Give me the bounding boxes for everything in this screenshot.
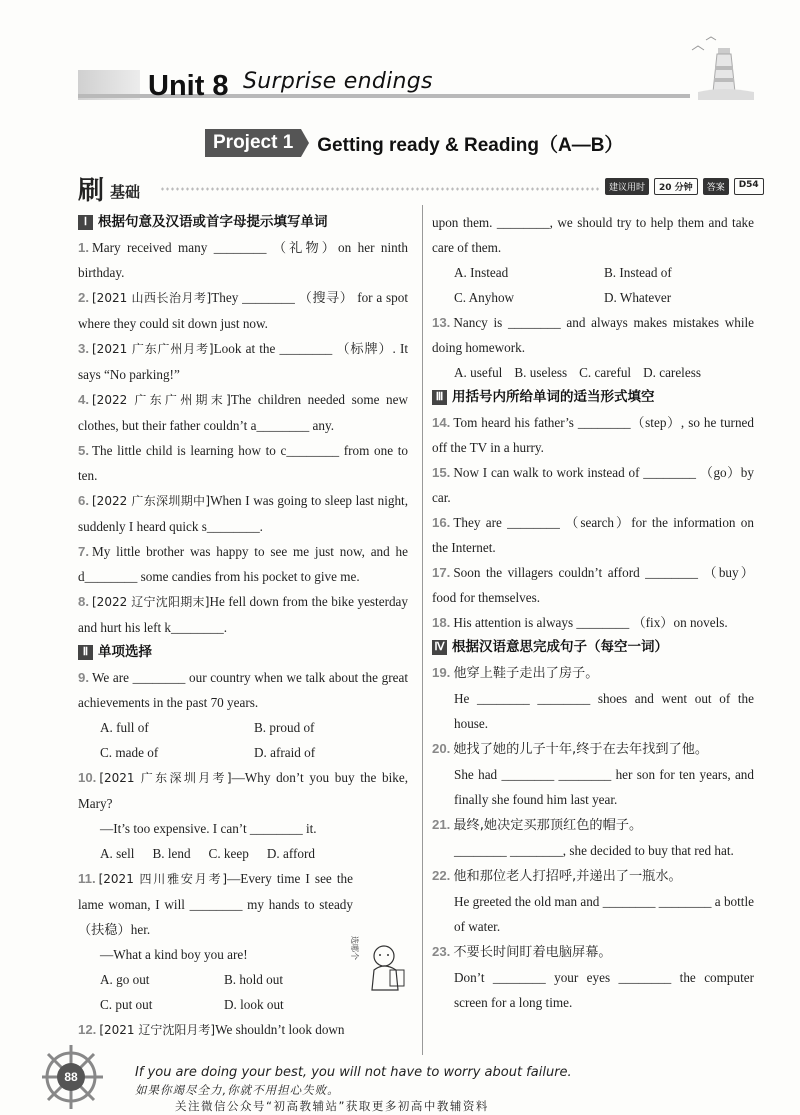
question-text: Now I can walk to work instead of ________ （go）by car.	[432, 465, 754, 505]
section-badge: Ⅳ	[432, 640, 447, 655]
question-10-options	[78, 841, 408, 866]
option-d: D. afford	[266, 846, 315, 861]
option-c: C. made of	[100, 745, 159, 760]
motto-chinese: 如果你竭尽全力,你就不用担心失败。	[135, 1083, 340, 1097]
section-badge: Ⅱ	[78, 645, 93, 660]
question-number: 17.	[432, 565, 451, 580]
section-4-heading	[432, 635, 754, 660]
question-17	[432, 560, 754, 610]
question-2	[78, 285, 408, 336]
question-number: 7.	[78, 544, 89, 559]
section-title: 根据汉语意思完成句子（每空一词）	[452, 639, 668, 655]
option-b: B. lend	[152, 846, 191, 861]
question-4	[78, 387, 408, 438]
question-10	[78, 765, 408, 816]
question-number: 12.	[78, 1022, 97, 1037]
project-label: Project 1	[205, 129, 301, 157]
question-text: We are ________ our country when we talk about the great achievements in the past 70 years.	[78, 670, 408, 710]
answer-tag-label: 答案	[703, 178, 729, 195]
question-11-reply: —What a kind boy you are!	[100, 947, 248, 962]
question-text: —Every time I see the lame woman, I will ________ my hands to steady（扶稳）her.	[78, 871, 353, 937]
question-23-prompt	[432, 939, 754, 965]
question-text: They ________ （搜寻） for a spot where they could sit down just now.	[78, 290, 409, 331]
question-22-text: He greeted the old man and ________ ________ a bottle of water.	[454, 894, 754, 934]
option-b: B. hold out	[224, 972, 283, 987]
question-source: [2021 广东广州月考]	[92, 342, 214, 356]
question-text: The little child is learning how to c________ from one to ten.	[78, 443, 408, 483]
question-8	[78, 589, 408, 640]
section-title: 单项选择	[98, 644, 152, 660]
question-text: Look at the ________ （标牌）. It says “No parking!”	[78, 341, 409, 382]
option-c: C. put out	[100, 997, 153, 1012]
question-chinese: 他穿上鞋子走出了房子。	[453, 666, 599, 681]
question-21-text: ________ ________, she decided to buy that red hat.	[454, 843, 734, 858]
option-a: A. full of	[100, 720, 149, 735]
question-number: 2.	[78, 290, 89, 305]
lighthouse-icon	[688, 30, 758, 102]
question-number: 4.	[78, 392, 89, 407]
question-16	[432, 510, 754, 560]
option-c: C. Anyhow	[454, 290, 515, 305]
basics-label: 基础	[110, 183, 141, 201]
question-text: His attention is always ________ （fix）on novels.	[453, 615, 728, 630]
question-19-prompt	[432, 660, 754, 686]
question-12-continued: upon them. ________, we should try to help them and take care of them.	[432, 215, 754, 255]
option-d: D. look out	[224, 997, 284, 1012]
question-text: The children needed some new clothes, but their father couldn’t a________ any.	[78, 392, 409, 433]
option-d: D. careless	[643, 365, 701, 380]
unit-title: Unit 8	[148, 70, 229, 102]
option-b: B. proud of	[254, 720, 315, 735]
svg-text:选哪个: 选哪个	[350, 936, 359, 960]
option-c: C. keep	[208, 846, 249, 861]
question-number: 13.	[432, 315, 451, 330]
section-3-heading	[432, 385, 754, 410]
section-title: 根据句意及汉语或首字母提示填写单词	[98, 214, 328, 230]
question-9-options	[78, 715, 408, 765]
time-tag-value: 20 分钟	[654, 178, 698, 195]
question-text: —Why don’t you buy the bike, Mary?	[78, 770, 408, 811]
question-number: 10.	[78, 770, 97, 785]
question-6	[78, 488, 408, 539]
section-title: 用括号内所给单词的适当形式填空	[452, 389, 655, 405]
question-18	[432, 610, 754, 635]
question-20-text: She had ________ ________ her son for ten years, and finally she found him last year.	[454, 767, 754, 807]
question-12-options	[432, 260, 754, 310]
option-b: B. useless	[514, 365, 568, 380]
question-number: 23.	[432, 944, 451, 959]
question-text: Tom heard his father’s ________（step）, so he turned off the TV in a hurry.	[432, 415, 754, 455]
watermark-text: 关注微信公众号“初高教辅站”获取更多初高中教辅资料	[175, 1099, 489, 1113]
section-1-heading	[78, 210, 408, 235]
time-tag-label: 建议用时	[605, 178, 649, 195]
question-number: 15.	[432, 465, 451, 480]
answer-tag-value: D54	[734, 178, 764, 195]
dotted-rule	[160, 186, 600, 192]
question-1	[78, 235, 408, 285]
brush-character: 刷	[78, 176, 105, 206]
question-10-reply: —It’s too expensive. I can’t ________ it.	[100, 821, 317, 836]
question-number: 14.	[432, 415, 451, 430]
unit-subtitle: Surprise endings	[243, 69, 433, 94]
page-number: 88	[57, 1063, 85, 1091]
cartoon-boy-icon	[350, 930, 410, 1000]
project-heading	[205, 128, 623, 158]
section-badge: Ⅲ	[432, 390, 447, 405]
question-text: When I was going to sleep last night, suddenly I heard quick s________.	[78, 493, 409, 534]
motto-english: If you are doing your best, you will not have to worry about failure.	[135, 1065, 572, 1080]
option-a: A. go out	[100, 972, 150, 987]
option-a: A. sell	[100, 846, 135, 861]
question-text: Soon the villagers couldn’t afford ________ （buy）food for themselves.	[432, 565, 754, 605]
question-23-text: Don’t ________ your eyes ________ the computer screen for a long time.	[454, 970, 754, 1010]
question-source: [2022 辽宁沈阳期末]	[92, 595, 210, 609]
question-3	[78, 336, 408, 387]
right-column	[432, 210, 754, 1015]
question-source: [2022 广东深圳期中]	[92, 494, 211, 508]
question-source: [2021 四川雅安月考]	[98, 872, 228, 886]
question-number: 21.	[432, 817, 451, 832]
question-text: My little brother was happy to see me just now, and he d________ some candies from his pocket to give me.	[78, 544, 408, 584]
column-divider	[422, 205, 423, 1055]
question-number: 5.	[78, 443, 89, 458]
question-text: Mary received many ________ （礼物）on her ninth birthday.	[78, 240, 408, 280]
left-column	[78, 210, 408, 1043]
question-13	[432, 310, 754, 360]
question-14	[432, 410, 754, 460]
question-number: 3.	[78, 341, 89, 356]
question-15	[432, 460, 754, 510]
question-22-prompt	[432, 863, 754, 889]
option-c: C. careful	[579, 365, 632, 380]
question-11-options	[78, 967, 348, 1017]
question-source: [2021 辽宁沈阳月考]	[99, 1023, 216, 1037]
question-number: 1.	[78, 240, 89, 255]
question-text: Nancy is ________ and always makes mistakes while doing homework.	[432, 315, 754, 355]
question-chinese: 他和那位老人打招呼,并递出了一瓶水。	[453, 869, 682, 884]
question-source: [2021 广东深圳月考]	[99, 771, 232, 785]
question-text: We shouldn’t look down	[215, 1022, 345, 1037]
question-7	[78, 539, 408, 589]
question-5	[78, 438, 408, 488]
option-b: B. Instead of	[604, 265, 672, 280]
project-title: Getting ready & Reading（A—B）	[317, 134, 624, 156]
question-source: [2022 广东广州期末]	[92, 393, 231, 407]
question-number: 8.	[78, 594, 89, 609]
question-number: 9.	[78, 670, 89, 685]
option-a: A. Instead	[454, 265, 509, 280]
option-d: D. afraid of	[254, 745, 316, 760]
option-d: D. Whatever	[604, 290, 672, 305]
question-20-prompt	[432, 736, 754, 762]
question-number: 19.	[432, 665, 451, 680]
question-chinese: 最终,她决定买那顶红色的帽子。	[453, 818, 643, 833]
question-number: 6.	[78, 493, 89, 508]
question-19-text: He ________ ________ shoes and went out of the house.	[454, 691, 754, 731]
question-21-prompt	[432, 812, 754, 838]
info-tags	[605, 178, 764, 195]
question-number: 18.	[432, 615, 451, 630]
question-12	[78, 1017, 408, 1043]
question-number: 20.	[432, 741, 451, 756]
question-chinese: 不要长时间盯着电脑屏幕。	[453, 945, 612, 960]
question-13-options	[432, 360, 754, 385]
option-a: A. useful	[454, 365, 503, 380]
question-text: They are ________ （search）for the information on the Internet.	[432, 515, 754, 555]
question-chinese: 她找了她的儿子十年,终于在去年找到了他。	[453, 742, 709, 757]
question-number: 11.	[78, 871, 96, 886]
question-number: 16.	[432, 515, 451, 530]
section-2-heading	[78, 640, 408, 665]
question-9	[78, 665, 408, 715]
section-badge: Ⅰ	[78, 215, 93, 230]
question-source: [2021 山西长治月考]	[92, 291, 212, 305]
question-number: 22.	[432, 868, 451, 883]
question-text: He fell down from the bike yesterday and hurt his left k________.	[78, 594, 409, 635]
project-arrow	[301, 129, 309, 157]
